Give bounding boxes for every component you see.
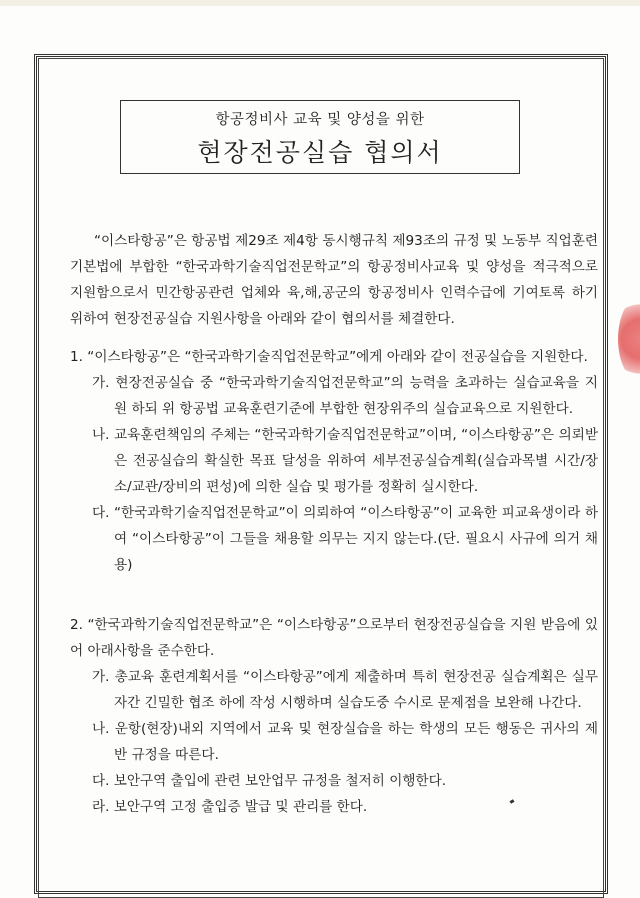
section-item: 나. 운항(현장)내외 지역에서 교육 및 현장실습을 하는 학생의 모든 행동은 귀사의 제반 규정을 따른다. <box>92 721 598 763</box>
page-edge <box>0 0 640 6</box>
intro-paragraph: “이스타항공”은 항공법 제29조 제4항 동시행규칙 제93조의 규정 및 노동부 직업훈련기본법에 부합한 “한국과학기술직업전문학교”의 항공정비사교육 및 양성을 적극적으로 지원함으로서 민간항공관련 업체와 육,해,공군의 항공정비사 인력수급에 기여토록 하기 위하여 현장전공실습 지원사항을 아래와 같이 협의서를 체결한다. <box>70 233 598 327</box>
section-item: 라. 보안구역 고정 출입증 발급 및 관리를 한다. <box>92 799 368 815</box>
section-item: 가. 현장전공실습 중 “한국과학기술직업전문학교”의 능력을 초과하는 실습교육을 지원 하되 위 항공법 교육훈련기준에 부합한 현장위주의 실습교육으로 지원한다. <box>92 375 598 417</box>
section-heading: 1. “이스타항공”은 “한국과학기술직업전문학교”에게 아래와 같이 전공실습을 지원한다. <box>70 349 588 365</box>
section-item: 다. “한국과학기술직업전문학교”이 의뢰하여 “이스타항공”이 교육한 피교육생이라 하여 “이스타항공”이 그들을 채용할 의무는 지지 않는다.(단. 필요시 사규에 의거 채용) <box>92 505 598 573</box>
section-heading: 2. “한국과학기술직업전문학교”은 “이스타항공”으로부터 현장전공실습을 지원 받음에 있어 아래사항을 준수한다. <box>70 617 598 659</box>
section-item: 가. 총교육 훈련계획서를 “이스타항공”에게 제출하며 특히 현장전공 실습계획은 실무자간 긴밀한 협조 하에 작성 시행하며 실습도중 수시로 문제점을 보완해 나간다. <box>92 669 598 711</box>
section-1 <box>70 344 598 578</box>
title-box <box>120 100 520 174</box>
section-item: 다. 보안구역 출입에 관련 보안업무 규정을 철저히 이행한다. <box>92 773 447 789</box>
document-title: 현장전공실습 협의서 <box>197 138 443 167</box>
section-2 <box>70 612 598 820</box>
document-subtitle: 항공정비사 교육 및 양성을 위한 <box>215 112 425 128</box>
red-seal-stamp <box>618 296 640 382</box>
section-item: 나. 교육훈련책임의 주체는 “한국과학기술직업전문학교”이며, “이스타항공”은 의뢰받은 전공실습의 확실한 목표 달성을 위하여 세부전공실습계획(실습과목별 시간/장소/교관/장비의 편성)에 의한 실습 및 평가를 정확히 실시한다. <box>92 427 598 495</box>
